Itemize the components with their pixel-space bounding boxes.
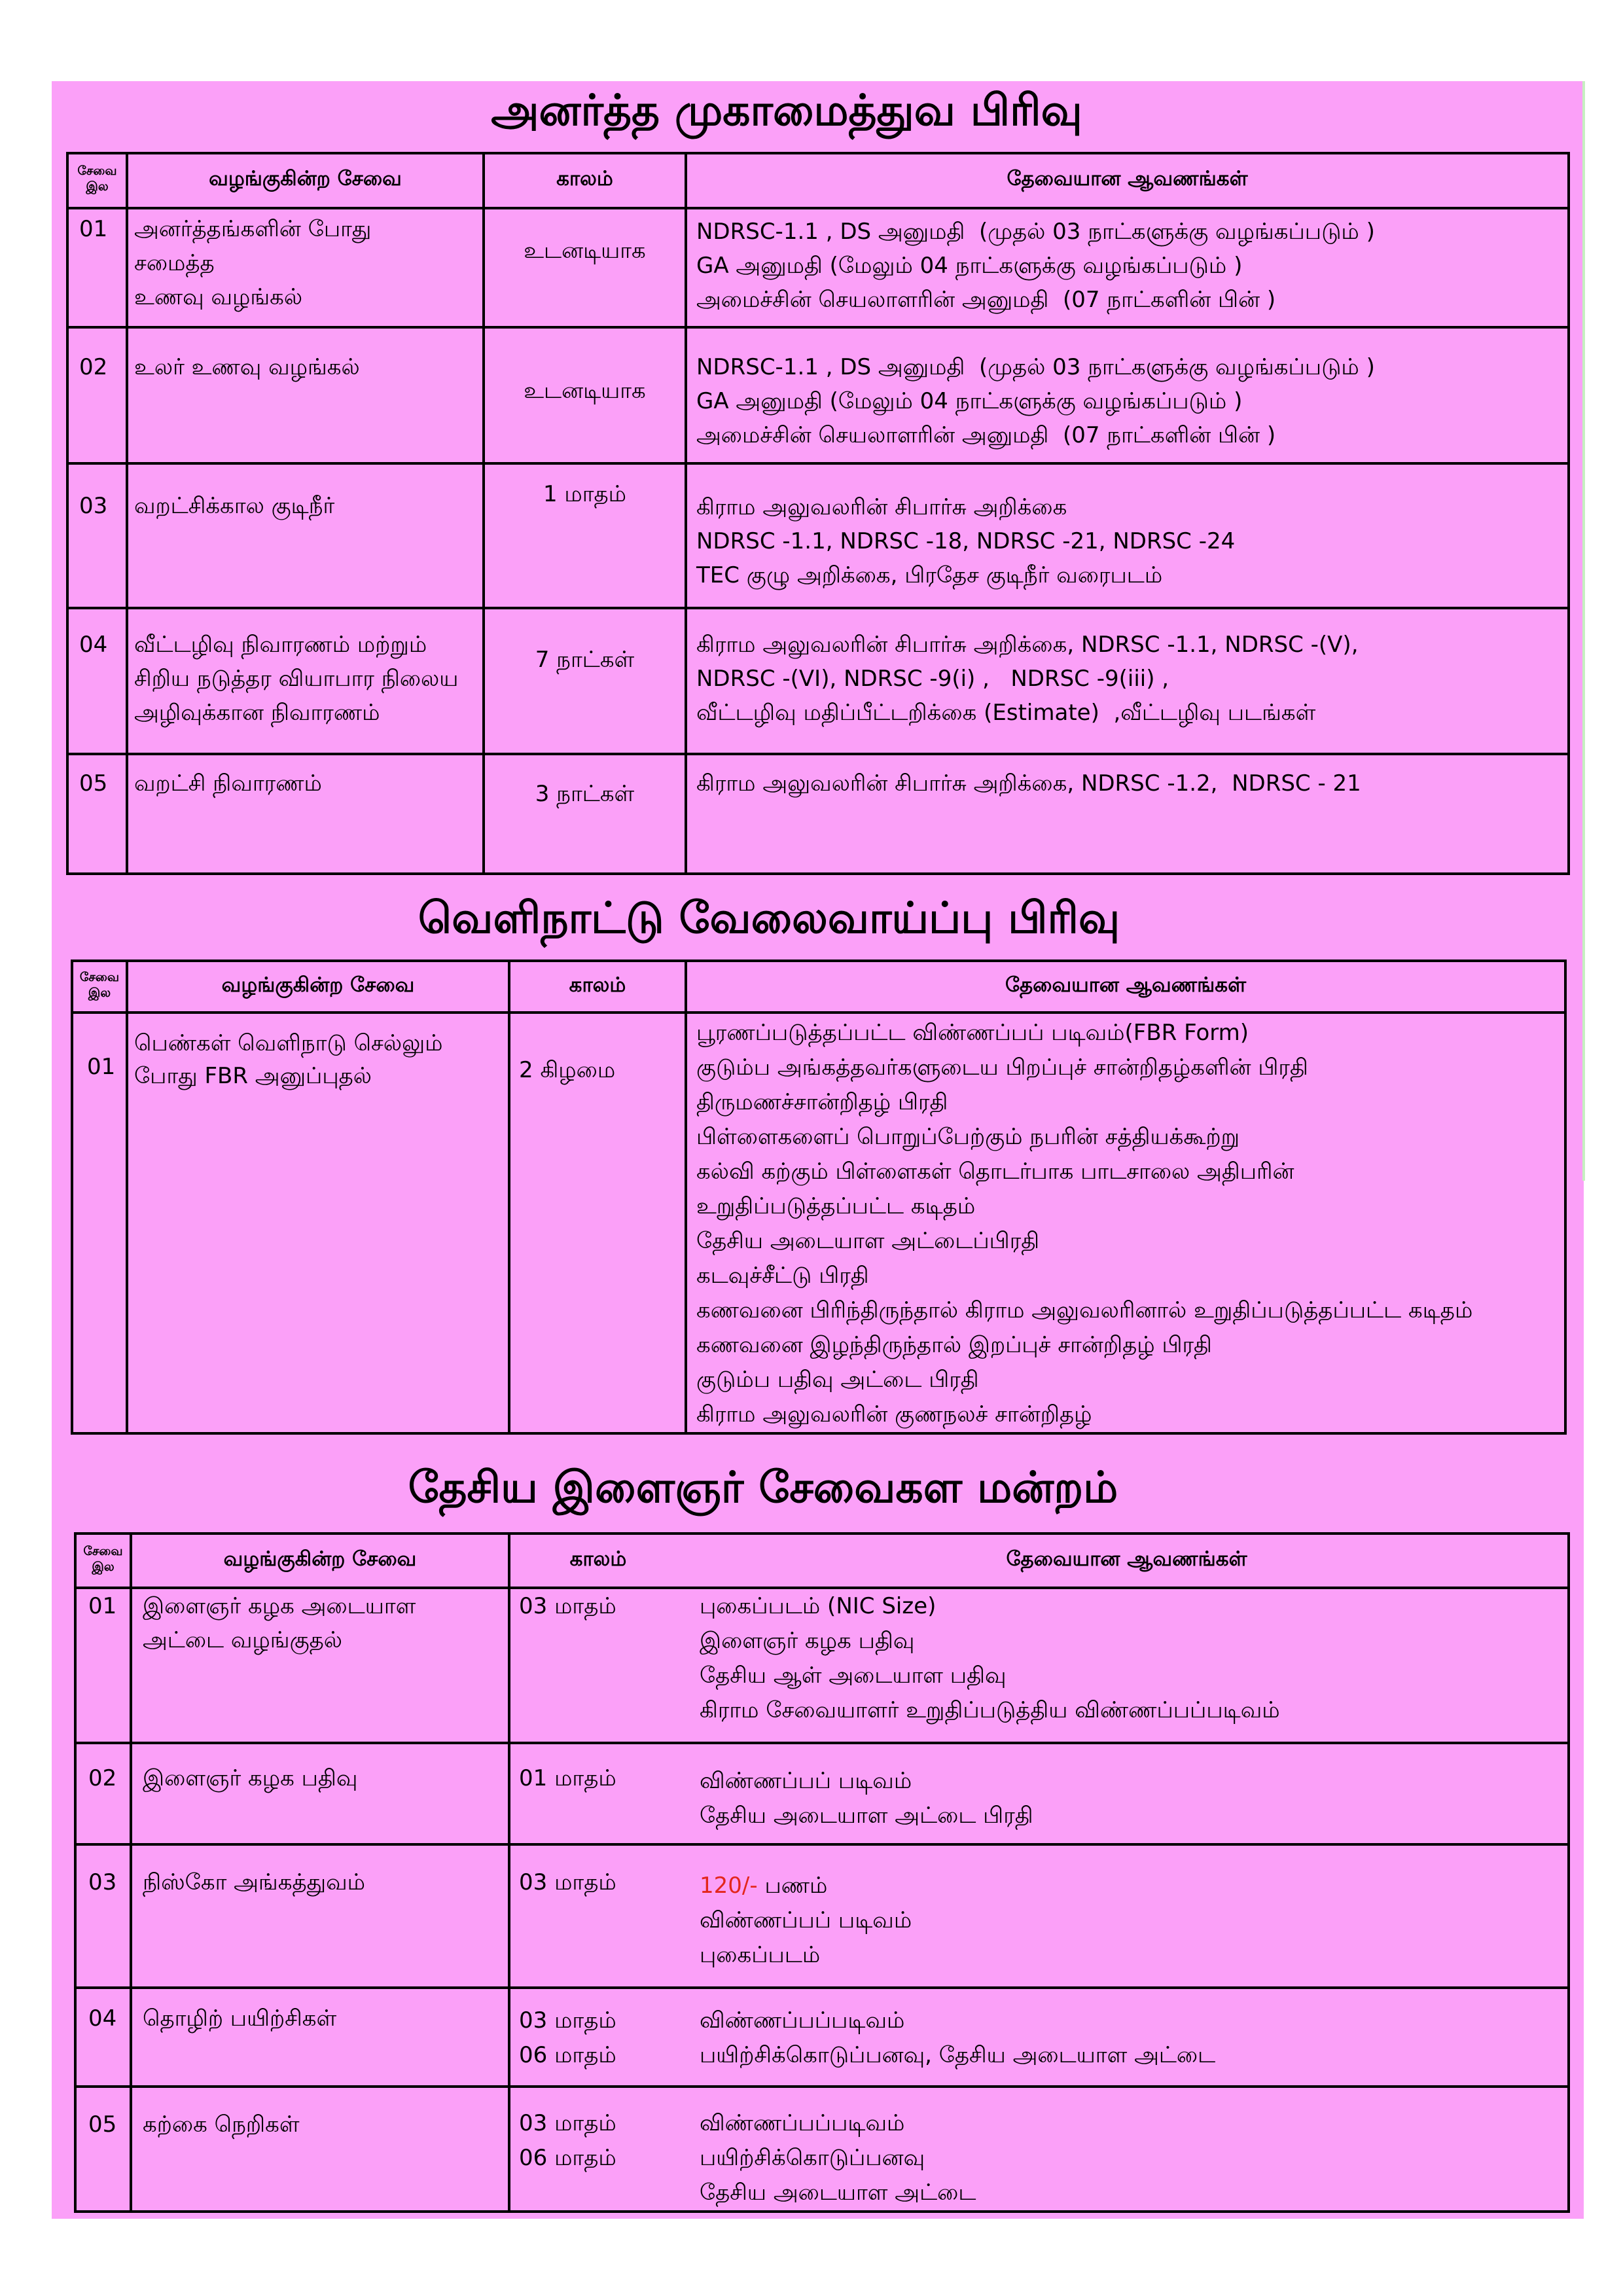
- service-no-cell: [72, 1013, 127, 1433]
- required-documents: [686, 1589, 1567, 1728]
- required-documents-cell: [686, 1743, 1569, 1844]
- service-name-line: வறட்சிக்கால குடிநீர்: [134, 493, 335, 519]
- service-no: 01: [79, 216, 108, 242]
- document-line: புகைப்படம்: [700, 1942, 821, 1968]
- table-header-row: [75, 1534, 1569, 1588]
- service-no-cell: [75, 1844, 131, 1988]
- service-name-cell: [131, 1743, 509, 1844]
- document-line: குடும்ப அங்கத்தவர்களுடைய பிறப்புச் சான்றிதழ்களின் பிரதி: [696, 1054, 1308, 1081]
- table-row: [67, 754, 1569, 874]
- document-line: கணவனை பிரிந்திருந்தால் கிராம அலுவலரினால் உறுதிப்படுத்தப்பட்ட கடிதம்: [696, 1297, 1473, 1323]
- service-no-cell: [75, 1988, 131, 2087]
- document-line: NDRSC-1.1 , DS அனுமதி (முதல் 03 நாட்களுக்கு வழங்கப்படும் ): [696, 219, 1375, 245]
- service-no: 04: [88, 2005, 117, 2032]
- document-line: NDRSC-1.1 , DS அனுமதி (முதல் 03 நாட்களுக்கு வழங்கப்படும் ): [696, 354, 1375, 380]
- header-service: வழங்குகின்ற சேவை: [131, 1534, 509, 1588]
- required-documents: [687, 1014, 1564, 1432]
- service-no: 04: [79, 632, 108, 658]
- required-documents-cell: [686, 208, 1569, 327]
- document-line: பூரணப்படுத்தப்பட்ட விண்ணப்பப் படிவம்(FBR Form): [696, 1020, 1249, 1046]
- document-line: கிராம அலுவலரின் குணநலச் சான்றிதழ்: [696, 1401, 1092, 1427]
- document-line: கிராம அலுவலரின் சிபார்சு அறிக்கை: [696, 494, 1067, 520]
- service-name: [128, 1014, 508, 1092]
- service-name-cell: [127, 208, 484, 327]
- youth-council-table: [74, 1532, 1570, 2213]
- document-line: அமைச்சின் செயலாளரின் அனுமதி (07 நாட்களின் பின் ): [696, 287, 1276, 313]
- fee-label: பணம்: [764, 1873, 828, 1899]
- service-duration: 3 நாட்கள்: [535, 781, 635, 807]
- required-documents: [687, 755, 1567, 800]
- document-line: குடும்ப பதிவு அட்டை பிரதி: [696, 1367, 979, 1393]
- document-line: கிராம அலுவலரின் சிபார்சு அறிக்கை, NDRSC -1.2, NDRSC - 21: [696, 770, 1361, 797]
- service-name: [128, 755, 482, 800]
- service-duration: [510, 1589, 686, 1623]
- required-documents: [687, 209, 1567, 317]
- service-no-cell: [67, 608, 127, 754]
- duration-line: 06 மாதம்: [519, 2145, 616, 2171]
- document-line: கடவுச்சீட்டு பிரதி: [696, 1263, 869, 1289]
- document-line: திருமணச்சான்றிதழ் பிரதி: [696, 1089, 948, 1115]
- service-name-cell: [127, 608, 484, 754]
- service-name-line: சமைத்த: [134, 250, 215, 276]
- required-documents-cell: [686, 1013, 1565, 1433]
- service-name-line: கற்கை நெறிகள்: [143, 2111, 300, 2138]
- header-service-no-line: இல: [92, 1559, 115, 1574]
- service-duration: [510, 1744, 686, 1795]
- table-row: [75, 1743, 1569, 1844]
- service-no: 01: [87, 1054, 116, 1080]
- service-duration-cell: [509, 1844, 686, 1988]
- header-service-no-line: சேவை: [83, 1543, 123, 1558]
- service-duration-cell: [484, 208, 686, 327]
- service-no-cell: [75, 1588, 131, 1743]
- duration-line: 03 மாதம்: [519, 2110, 616, 2136]
- table-row: [75, 1844, 1569, 1988]
- header-service: வழங்குகின்ற சேவை: [127, 153, 484, 208]
- document-line: புகைப்படம் (NIC Size): [700, 1593, 936, 1619]
- service-no-cell: [67, 463, 127, 608]
- edge-line: [1582, 81, 1585, 1181]
- fee-amount: 120/-: [700, 1873, 758, 1899]
- document-line: தேசிய ஆள் அடையாள பதிவு: [700, 1662, 1007, 1689]
- header-service-no-line: இல: [88, 985, 111, 1000]
- document-line: விண்ணப்பப் படிவம்: [700, 1768, 912, 1794]
- required-documents: [686, 2088, 1567, 2210]
- service-no: 03: [88, 1869, 117, 1895]
- duration-line: 01 மாதம்: [519, 1765, 616, 1791]
- document-line: தேசிய அடையாள அட்டைப்பிரதி: [696, 1228, 1040, 1254]
- service-duration: 2 கிழமை: [519, 1057, 616, 1083]
- header-documents: தேவையான ஆவணங்கள்: [686, 1534, 1569, 1588]
- service-name-line: போது FBR அனுப்புதல்: [134, 1063, 372, 1089]
- required-documents-cell: [686, 1844, 1569, 1988]
- service-name-cell: [127, 463, 484, 608]
- document-line: விண்ணப்பப்படிவம்: [700, 2110, 905, 2136]
- service-name: [128, 609, 482, 730]
- required-documents: [686, 1989, 1567, 2073]
- service-name-line: உலர் உணவு வழங்கல்: [134, 354, 360, 380]
- required-documents-cell: [686, 463, 1569, 608]
- header-service-no: [72, 961, 127, 1013]
- service-name-line: உணவு வழங்கல்: [134, 284, 303, 310]
- required-documents: [687, 609, 1567, 730]
- service-name-line: அனர்த்தங்களின் போது: [134, 216, 372, 242]
- service-duration-cell: [509, 1013, 686, 1433]
- document-line: கிராம அலுவலரின் சிபார்சு அறிக்கை, NDRSC -1.1, NDRSC -(V),: [696, 632, 1359, 658]
- service-duration-cell: [509, 1588, 686, 1743]
- service-name: [128, 465, 482, 523]
- document-line: பயிற்சிக்கொடுப்பனவு, தேசிய அடையாள அட்டை: [700, 2042, 1216, 2068]
- table-row: [67, 608, 1569, 754]
- service-name-cell: [131, 1844, 509, 1988]
- document-line: பிள்ளைகளைப் பொறுப்பேற்கும் நபரின் சத்தியக்கூற்று: [696, 1124, 1240, 1150]
- service-no-cell: [67, 327, 127, 463]
- foreign-employment-section-title: வெளிநாட்டு வேலைவாய்ப்பு பிரிவு: [418, 893, 1120, 943]
- service-duration: உடனடியாக: [524, 238, 646, 264]
- header-documents: தேவையான ஆவணங்கள்: [686, 961, 1565, 1013]
- service-name-cell: [127, 754, 484, 874]
- required-documents: [686, 1744, 1567, 1833]
- required-documents-cell: [686, 1588, 1569, 1743]
- document-line: NDRSC -(VI), NDRSC -9(i) , NDRSC -9(iii) ,: [696, 666, 1169, 692]
- service-name-line: அழிவுக்கான நிவாரணம்: [134, 700, 380, 726]
- header-service-no-line: இல: [86, 179, 109, 194]
- service-duration: [510, 1989, 686, 2073]
- header-documents: தேவையான ஆவணங்கள்: [686, 153, 1569, 208]
- service-name: [128, 329, 482, 384]
- table-row: [67, 327, 1569, 463]
- service-no: 05: [88, 2111, 117, 2138]
- youth-council-section-title: தேசிய இளைஞர் சேவைகள மன்றம்: [408, 1462, 1118, 1513]
- table-row: [72, 1013, 1565, 1433]
- service-name-line: வறட்சி நிவாரணம்: [134, 770, 322, 797]
- document-line: கல்வி கற்கும் பிள்ளைகள் தொடர்பாக பாடசாலை அதிபரின்: [696, 1158, 1294, 1185]
- table-row: [75, 1588, 1569, 1743]
- document-line: விண்ணப்பப்படிவம்: [700, 2007, 905, 2034]
- service-no: 02: [79, 354, 108, 380]
- document-line: பயிற்சிக்கொடுப்பனவு: [700, 2145, 925, 2171]
- service-name-line: சிறிய நடுத்தர வியாபார நிலைய: [134, 666, 459, 692]
- header-duration: காலம்: [484, 153, 686, 208]
- header-service-no: [75, 1534, 131, 1588]
- service-no: 02: [88, 1765, 117, 1791]
- required-documents: [686, 1846, 1567, 1973]
- header-service: வழங்குகின்ற சேவை: [127, 961, 509, 1013]
- header-service-no-line: சேவை: [79, 969, 120, 984]
- document-line: GA அனுமதி (மேலும் 04 நாட்களுக்கு வழங்கப்படும் ): [696, 253, 1243, 279]
- service-duration-cell: [509, 1988, 686, 2087]
- service-name-cell: [127, 1013, 509, 1433]
- service-name: [132, 1989, 508, 2036]
- duration-line: 03 மாதம்: [519, 2007, 616, 2034]
- service-duration-cell: [484, 463, 686, 608]
- service-duration: [510, 1846, 686, 1899]
- service-duration-cell: [484, 327, 686, 463]
- service-name-line: பெண்கள் வெளிநாடு செல்லும்: [134, 1030, 443, 1056]
- duration-line: 03 மாதம்: [519, 1593, 616, 1619]
- required-documents-cell: [686, 2087, 1569, 2212]
- table-row: [75, 1988, 1569, 2087]
- service-name-line: தொழிற் பயிற்சிகள்: [143, 2005, 337, 2032]
- document-line: TEC குழு அறிக்கை, பிரதேச குடிநீர் வரைபடம்: [696, 562, 1163, 588]
- service-name: [132, 1589, 508, 1657]
- service-name-line: இளைஞர் கழக அடையாள: [143, 1593, 416, 1619]
- service-name: [132, 1744, 508, 1795]
- required-documents-cell: [686, 1988, 1569, 2087]
- document-line: இளைஞர் கழக பதிவு: [700, 1628, 915, 1654]
- table-row: [67, 463, 1569, 608]
- service-name-cell: [127, 327, 484, 463]
- required-documents-cell: [686, 754, 1569, 874]
- service-name-cell: [131, 2087, 509, 2212]
- duration-line: 03 மாதம்: [519, 1869, 616, 1895]
- service-duration-cell: [484, 754, 686, 874]
- service-name: [132, 1846, 508, 1899]
- table-header-row: [72, 961, 1565, 1013]
- header-duration: காலம்: [509, 961, 686, 1013]
- document-line: NDRSC -1.1, NDRSC -18, NDRSC -21, NDRSC -24: [696, 528, 1236, 554]
- service-duration-cell: [484, 608, 686, 754]
- service-duration-cell: [509, 2087, 686, 2212]
- required-documents: [687, 329, 1567, 452]
- document-line: அமைச்சின் செயலாளரின் அனுமதி (07 நாட்களின் பின் ): [696, 422, 1276, 448]
- header-service-no-line: சேவை: [77, 164, 117, 178]
- service-name-line: நிஸ்கோ அங்கத்துவம்: [143, 1869, 365, 1895]
- service-name-line: இளைஞர் கழக பதிவு: [143, 1765, 358, 1791]
- service-no-cell: [67, 754, 127, 874]
- document-line: தேசிய அடையாள அட்டை: [700, 2179, 976, 2206]
- header-duration: காலம்: [509, 1534, 686, 1588]
- service-no: 01: [88, 1593, 117, 1619]
- service-duration: உடனடியாக: [524, 378, 646, 404]
- service-duration: 7 நாட்கள்: [535, 647, 635, 673]
- document-line: தேசிய அடையாள அட்டை பிரதி: [700, 1803, 1033, 1829]
- service-name: [128, 209, 482, 314]
- service-name-cell: [131, 1988, 509, 2087]
- document-line: உறுதிப்படுத்தப்பட்ட கடிதம்: [696, 1193, 976, 1219]
- disaster-section-title: அனர்த்த முகாமைத்துவ பிரிவு: [491, 85, 1082, 135]
- document-line: GA அனுமதி (மேலும் 04 நாட்களுக்கு வழங்கப்படும் ): [696, 388, 1243, 414]
- disaster-services-table: [66, 152, 1570, 875]
- service-name-cell: [131, 1588, 509, 1743]
- table-header-row: [67, 153, 1569, 208]
- service-no: 03: [79, 493, 108, 519]
- header-service-no: [67, 153, 127, 208]
- table-row: [75, 2087, 1569, 2212]
- service-duration-cell: [509, 1743, 686, 1844]
- fee-line: [700, 1869, 1567, 1903]
- document-line: கணவனை இழந்திருந்தால் இறப்புச் சான்றிதழ் பிரதி: [696, 1332, 1212, 1358]
- required-documents-cell: [686, 327, 1569, 463]
- service-no: 05: [79, 770, 108, 797]
- service-name-line: அட்டை வழங்குதல்: [143, 1627, 342, 1653]
- service-name: [132, 2088, 508, 2142]
- service-no-cell: [75, 2087, 131, 2212]
- service-no-cell: [67, 208, 127, 327]
- duration-line: 06 மாதம்: [519, 2042, 616, 2068]
- service-duration: 1 மாதம்: [543, 481, 627, 507]
- required-documents: [687, 465, 1567, 592]
- document-line: வீட்டழிவு மதிப்பீட்டறிக்கை (Estimate) ,வீட்டழிவு படங்கள்: [696, 700, 1316, 726]
- document-line: விண்ணப்பப் படிவம்: [700, 1907, 912, 1933]
- foreign-employment-table: [71, 960, 1567, 1435]
- service-name-line: வீட்டழிவு நிவாரணம் மற்றும்: [134, 632, 427, 658]
- required-documents-cell: [686, 608, 1569, 754]
- document-line: கிராம சேவையாளர் உறுதிப்படுத்திய விண்ணப்பப்படிவம்: [700, 1697, 1280, 1723]
- table-row: [67, 208, 1569, 327]
- service-no-cell: [75, 1743, 131, 1844]
- service-duration: [510, 2088, 686, 2176]
